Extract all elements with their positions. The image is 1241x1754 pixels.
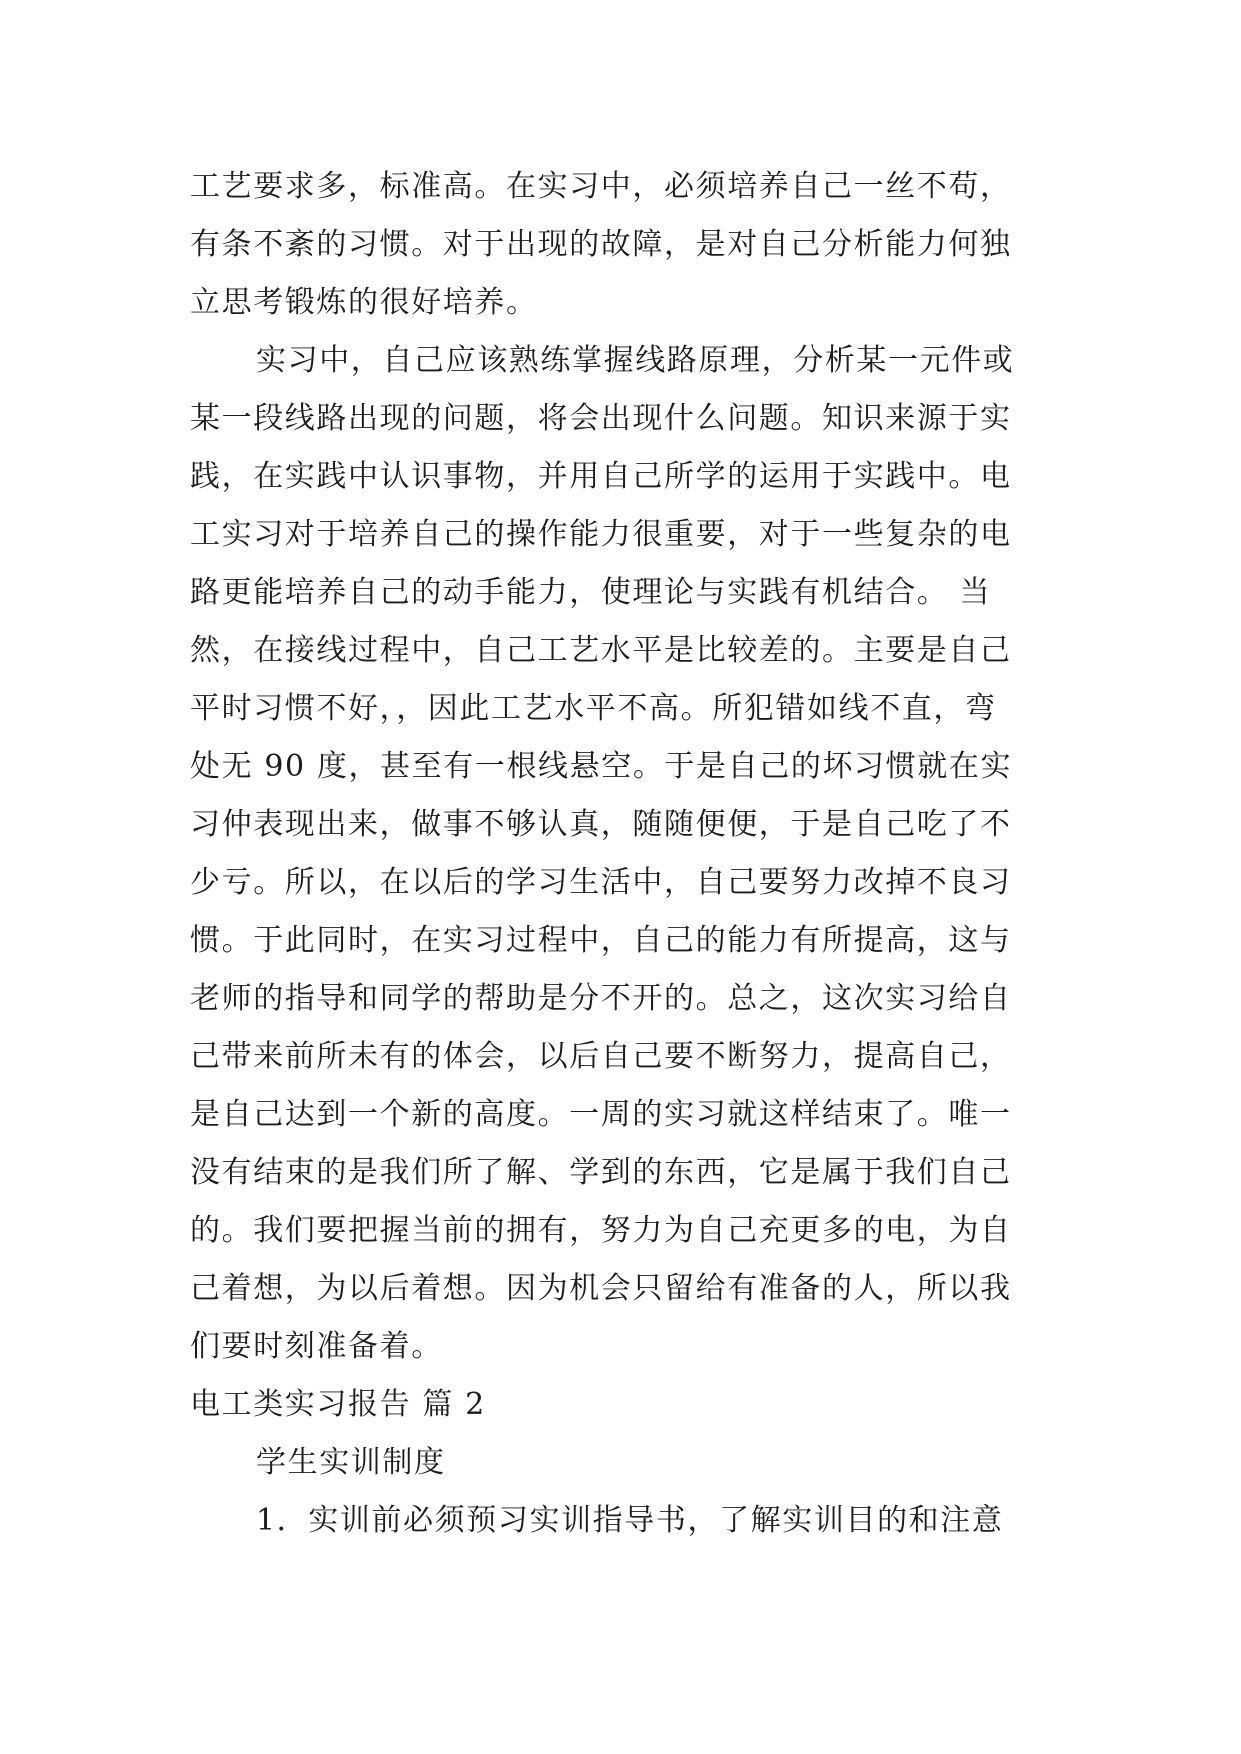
list-item: 1．实训前必须预习实训指导书，了解实训目的和注意 [256,1503,1004,1538]
text-line: 少亏。所以，在以后的学习生活中，自己要努力改掉不良习 [190,865,1012,900]
text-line: 己带来前所未有的体会，以后自己要不断努力，提高自己， [190,1039,1012,1074]
text-line: 某一段线路出现的问题，将会出现什么问题。知识来源于实 [190,401,1012,436]
text-line: 平时习惯不好，，因此工艺水平不高。所犯错如线不直，弯 [190,691,997,726]
text-line: 立思考锻炼的很好培养。 [190,285,538,320]
text-line: 习仲表现出来，做事不够认真，随随便便，于是自己吃了不 [190,807,1012,842]
text-line: 没有结束的是我们所了解、学到的东西，它是属于我们自己 [190,1155,1012,1190]
subsection-title: 学生实训制度 [256,1445,446,1480]
text-line: 工实习对于培养自己的操作能力很重要，对于一些复杂的电 [190,517,1012,552]
section-heading: 电工类实习报告 篇 2 [190,1387,486,1422]
document-body [190,158,1070,1550]
text-line: 处无 90 度，甚至有一根线悬空。于是自己的坏习惯就在实 [190,749,1013,784]
text-line: 的。我们要把握当前的拥有，努力为自己充更多的电，为自 [190,1213,1012,1248]
text-line: 惯。于此同时，在实习过程中，自己的能力有所提高，这与 [190,923,1012,958]
text-line: 有条不紊的习惯。对于出现的故障，是对自己分析能力何独 [190,227,1012,262]
text-line: 路更能培养自己的动手能力，使理论与实践有机结合。 当 [190,575,992,610]
text-line: 工艺要求多，标准高。在实习中，必须培养自己一丝不苟， [190,169,1012,204]
text-line: 己着想，为以后着想。因为机会只留给有准备的人，所以我 [190,1271,1012,1306]
text-line: 老师的指导和同学的帮助是分不开的。总之，这次实习给自 [190,981,1012,1016]
text-line: 是自己达到一个新的高度。一周的实习就这样结束了。唯一 [190,1097,1012,1132]
text-line: 然，在接线过程中，自己工艺水平是比较差的。主要是自己 [190,633,1012,668]
text-line: 践，在实践中认识事物，并用自己所学的运用于实践中。电 [190,459,1012,494]
paragraph-first-line: 实习中，自己应该熟练掌握线路原理，分析某一元件或 [256,343,1015,378]
text-line: 们要时刻准备着。 [190,1329,443,1364]
